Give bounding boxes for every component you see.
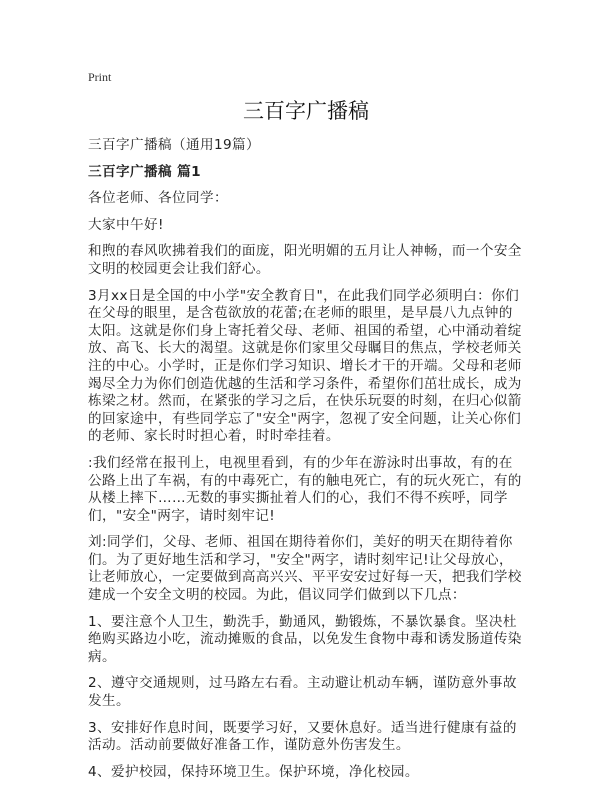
paragraph: 各位老师、各位同学： [88,190,228,207]
document-title: 三百字广播稿 [243,99,369,123]
subtitle: 三百字广播稿（通用19篇） [88,137,261,153]
document-page [88,70,524,790]
paragraph: 和煦的春风吹拂着我们的面庞，阳光明媚的五月让人神畅，而一个安全文明的校园更会让我们舒心。 [88,243,522,277]
list-item: 1、要注意个人卫生，勤洗手，勤通风，勤锻炼，不暴饮暴食。坚决杜绝购买路边小吃，流动摊贩的食品，以免发生食物中毒和诱发肠道传染病。 [88,613,522,665]
paragraph: :我们经常在报刊上，电视里看到，有的少年在游泳时出事故，有的在公路上出了车祸，有的中毒死亡，有的触电死亡，有的玩火死亡，有的从楼上摔下……无数的事实撕扯着人们的心，我们不得不疾呼，同学们，"安全"两字，请时刻牢记! [88,454,522,524]
list-item: 4、爱护校园，保持环境卫生。保护环境，净化校园。 [88,763,419,780]
section-heading: 三百字广播稿 篇1 [88,163,201,180]
paragraph: 3月xx日是全国的中小学"安全教育日"，在此我们同学必须明白：你们在父母的眼里，是含苞欲放的花蕾;在老师的眼里，是早晨八九点钟的太阳。这就是你们身上寄托着父母、老师、祖国的希望，心中涌动着绽放、高飞、长大的渴望。这就是你们家里父母瞩目的焦点，学校老师关注的中心。小学时，正是你们学习知识、增长才干的开端。父母和老师竭尽全力为你们创造优越的生活和学习条件，希望你们茁壮成长，成为栋梁之材。然而，在紧张的学习之后，在快乐玩耍的时刻，在归心似箭的回家途中，有些同学忘了"安全"两字，忽视了安全问题，让关心你们的老师、家长时时担心着，时时牵挂着。 [88,287,522,445]
list-item: 2、遵守交通规则，过马路左右看。主动避让机动车辆，谨防意外事故发生。 [88,675,517,710]
paragraph: 刘:同学们，父母、老师、祖国在期待着你们，美好的明天在期待着你们。为了更好地生活和学习，"安全"两字，请时刻牢记!让父母放心，让老师放心，一定要做到高高兴兴、平平安安过好每一天，把我们学校建成一个安全文明的校园。为此，倡议同学们做到以下几点： [88,534,522,604]
paragraph: 大家中午好! [88,216,164,233]
list-item: 3、安排好作息时间，既要学习好，又要休息好。适当进行健康有益的活动。活动前要做好准备工作，谨防意外伤害发生。 [88,719,517,754]
print-label[interactable]: Print [88,70,112,84]
